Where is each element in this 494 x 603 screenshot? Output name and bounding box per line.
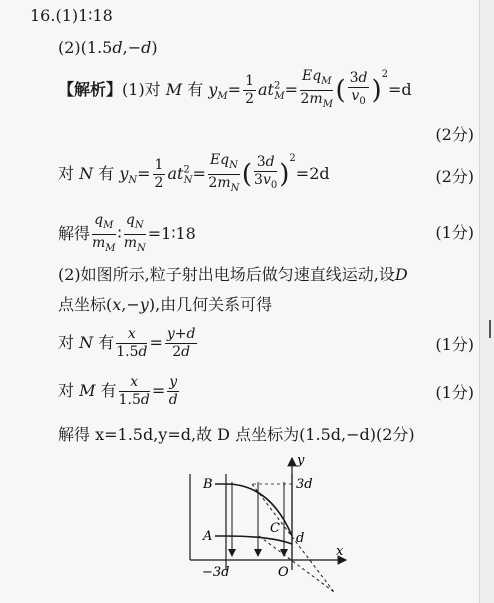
final-answer: 解得 x=1.5d,y=d,故 D 点坐标为(1.5d,−d)(2分) [58, 425, 415, 444]
part2-text-line2: 点坐标(x,−y),由几何关系可得 [58, 295, 273, 314]
score-1: (2分) [435, 125, 474, 144]
analysis-n-equation: 对 N 有 $y_N=$ $\frac{1}{2}$ $at^2_N=$ $\frac{Eq_N}{2m_N}$ ( $\frac{3d}{3v_0}$ )$^2$=2d [58, 152, 330, 194]
score-2: (2分) [435, 167, 474, 186]
analysis-ratio: 解得 $\frac{q_M}{m_M}$ ∶ $\frac{q_N}{m_N}$ =1∶18 [58, 212, 196, 254]
problem-number: 16. [30, 6, 56, 25]
page-edge [479, 0, 494, 603]
edge-mark [489, 320, 491, 338]
analysis-m-equation: 【解析】(1)对 M 有 $y_M=$ $\frac{1}{2}$ $at^2_M=$ $\frac{Eq_M}{2m_M}$ ( $\frac{3d}{v_0}$ )$^2$=d [58, 68, 412, 110]
label-d: d [296, 531, 305, 546]
answer-line-2: (2)(1.5d,−d) [58, 38, 158, 57]
label-O: O [278, 565, 289, 580]
label-A: A [203, 529, 213, 544]
answer-part1: (1)1∶18 [55, 6, 113, 25]
score-5: (1分) [435, 383, 474, 402]
label-C: C [270, 521, 280, 536]
answer-line-1 [30, 6, 113, 25]
analysis-tag: 【解析】 [58, 79, 123, 99]
part2-text-line1: (2)如图所示,粒子射出电场后做匀速直线运动,设D [58, 265, 408, 284]
label-neg3d: −3d [202, 565, 230, 580]
label-B: B [203, 477, 213, 492]
geometry-m: 对 M 有 $\frac{x}{1.5d}$ = $\frac{y}{d}$ [58, 374, 178, 408]
label-y: y [297, 453, 305, 468]
score-3: (1分) [435, 223, 474, 242]
score-4: (1分) [435, 335, 474, 354]
geometry-n: 对 N 有 $\frac{x}{1.5d}$ = $\frac{y+d}{2d}$ [58, 326, 196, 360]
trajectory-figure [170, 452, 370, 602]
label-3d: 3d [296, 477, 313, 492]
label-x: x [336, 544, 344, 559]
